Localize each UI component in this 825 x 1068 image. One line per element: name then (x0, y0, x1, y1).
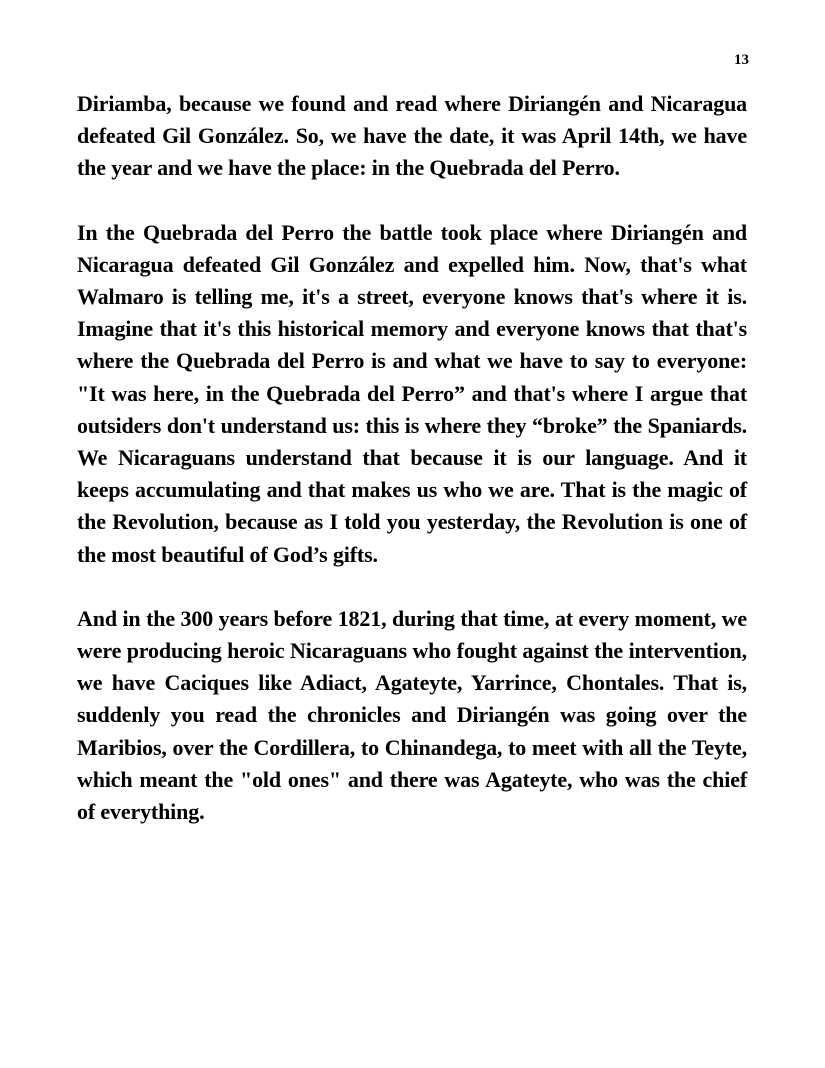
paragraph: In the Quebrada del Perro the battle took place where Diriangén and Nicaragua defeated Gil González and expelled him. Now, that's what Walmaro is telling me, it's a street, everyone knows that's where it is. Imagine that it's this historical memory and everyone knows that that's where the Quebrada del Perro is and what we have to say to everyone: "It was here, in the Quebrada del Perro” and that's where I argue that outsiders don't understand us: this is where they “broke” the Spaniards. We Nicaraguans understand that because it is our language. And it keeps accumulating and that makes us who we are. That is the magic of the Revolution, because as I told you yesterday, the Revolution is one of the most beautiful of God’s gifts. (77, 219, 747, 567)
page-number: 13 (734, 52, 749, 68)
paragraph: And in the 300 years before 1821, during that time, at every moment, we were producing heroic Nicaraguans who fought against the intervention, we have Caciques like Adiact, Agateyte, Yarrince, Chontales. That is, suddenly you read the chronicles and Diriangén was going over the Maribios, over the Cordillera, to Chinandega, to meet with all the Teyte, which meant the "old ones" and there was Agateyte, who was the chief of everything. (77, 605, 747, 825)
paragraph: Diriamba, because we found and read where Diriangén and Nicaragua defeated Gil González. So, we have the date, it was April 14th, we have the year and we have the place: in the Quebrada del Perro. (77, 91, 747, 181)
document-body (77, 88, 747, 828)
